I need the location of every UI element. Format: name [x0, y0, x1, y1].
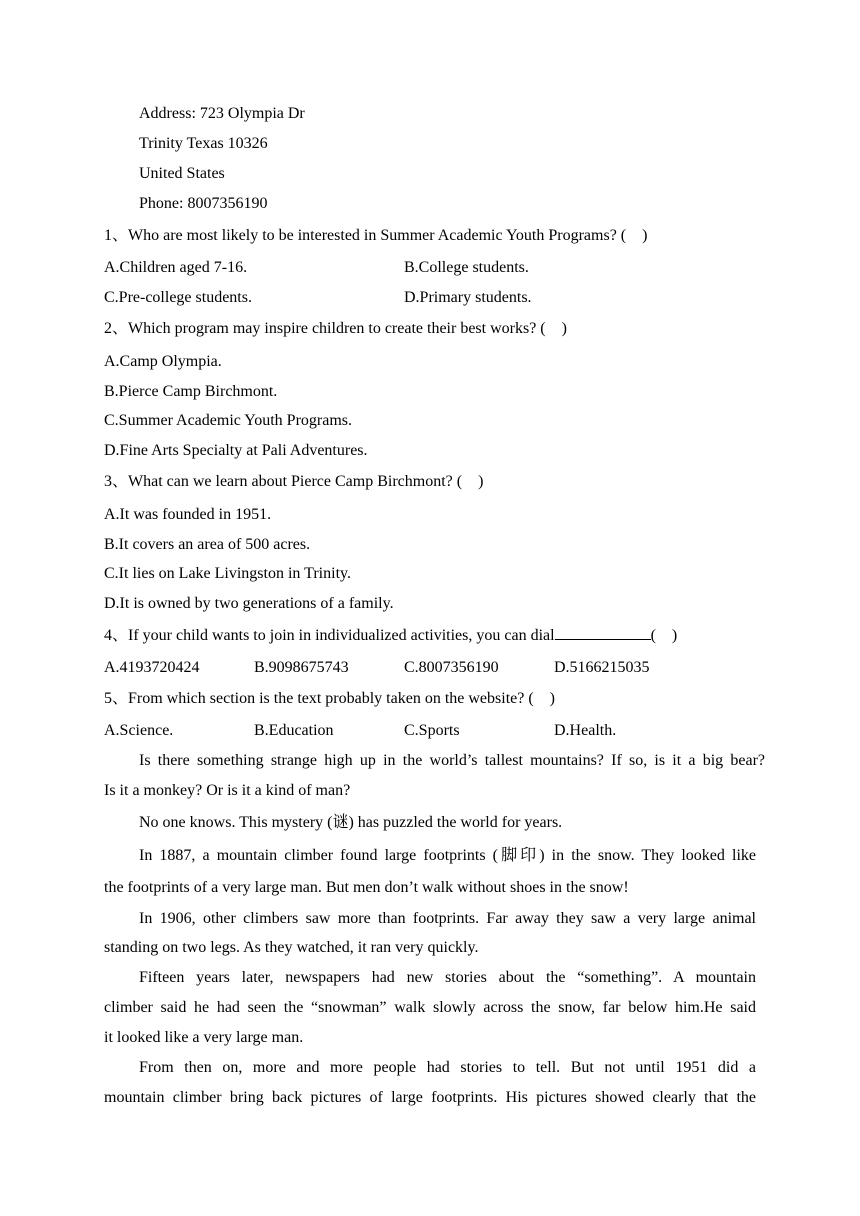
- question-2-option-a: A.Camp Olympia.: [104, 353, 222, 370]
- question-3-option-d: D.It is owned by two generations of a family.: [104, 595, 394, 612]
- question-4-option-a: A.4193720424: [104, 659, 200, 676]
- question-2-option-d: D.Fine Arts Specialty at Pali Adventures.: [104, 442, 368, 459]
- question-1-option-a: A.Children aged 7-16.: [104, 259, 248, 276]
- passage-p5-line3: it looked like a very large man.: [104, 1029, 304, 1046]
- question-2-stem: 2、Which program may inspire children to create their best works? ( ): [104, 320, 567, 337]
- question-5-option-d: D.Health.: [554, 722, 617, 739]
- question-5-option-a: A.Science.: [104, 722, 174, 739]
- passage-p3-line2: the footprints of a very large man. But men don’t walk without shoes in the snow!: [104, 879, 629, 896]
- passage-p3-line1: In 1887, a mountain climber found large footprints (脚印) in the snow. They looked like: [139, 847, 756, 864]
- question-4-option-b: B.9098675743: [254, 659, 349, 676]
- passage-p5-line1: Fifteen years later, newspapers had new stories about the “something”. A mountain: [139, 969, 756, 986]
- question-3-stem: 3、What can we learn about Pierce Camp Birchmont? ( ): [104, 473, 484, 490]
- passage-p6-line1: From then on, more and more people had stories to tell. But not until 1951 did a: [139, 1059, 756, 1076]
- address-phone-line: Phone: 8007356190: [139, 195, 268, 212]
- question-4-option-c: C.8007356190: [404, 659, 499, 676]
- passage-p1-line1: Is there something strange high up in the world’s tallest mountains? If so, is it a big bear?: [139, 752, 765, 769]
- question-2-option-c: C.Summer Academic Youth Programs.: [104, 412, 352, 429]
- question-3-option-b: B.It covers an area of 500 acres.: [104, 536, 311, 553]
- question-4-stem-text: 4、If your child wants to join in individualized activities, you can dial: [104, 627, 555, 644]
- address-line: Address: 723 Olympia Dr: [139, 105, 305, 122]
- address-country-line: United States: [139, 165, 225, 182]
- passage-p4-line2: standing on two legs. As they watched, it ran very quickly.: [104, 939, 479, 956]
- question-1-option-c: C.Pre-college students.: [104, 289, 252, 306]
- question-3-option-a: A.It was founded in 1951.: [104, 506, 272, 523]
- question-1-option-d: D.Primary students.: [404, 289, 532, 306]
- question-5-option-b: B.Education: [254, 722, 334, 739]
- question-4-bracket: ( ): [650, 627, 678, 644]
- passage-p5-line2: climber said he had seen the “snowman” walk slowly across the snow, far below him.He said: [104, 999, 756, 1016]
- question-1-stem: 1、Who are most likely to be interested in Summer Academic Youth Programs? ( ): [104, 227, 648, 244]
- question-5-option-c: C.Sports: [404, 722, 460, 739]
- question-4-option-d: D.5166215035: [554, 659, 650, 676]
- question-4-stem: [104, 625, 677, 646]
- address-city-line: Trinity Texas 10326: [139, 135, 268, 152]
- passage-p1-line2: Is it a monkey? Or is it a kind of man?: [104, 782, 351, 799]
- answer-blank: [555, 625, 651, 640]
- passage-p2: No one knows. This mystery (谜) has puzzled the world for years.: [139, 814, 563, 831]
- passage-p4-line1: In 1906, other climbers saw more than footprints. Far away they saw a very large animal: [139, 910, 756, 927]
- question-2-option-b: B.Pierce Camp Birchmont.: [104, 383, 278, 400]
- question-3-option-c: C.It lies on Lake Livingston in Trinity.: [104, 565, 351, 582]
- passage-p6-line2: mountain climber bring back pictures of large footprints. His pictures showed clearly that the: [104, 1089, 756, 1106]
- question-5-stem: 5、From which section is the text probably taken on the website? ( ): [104, 690, 556, 707]
- question-1-option-b: B.College students.: [404, 259, 529, 276]
